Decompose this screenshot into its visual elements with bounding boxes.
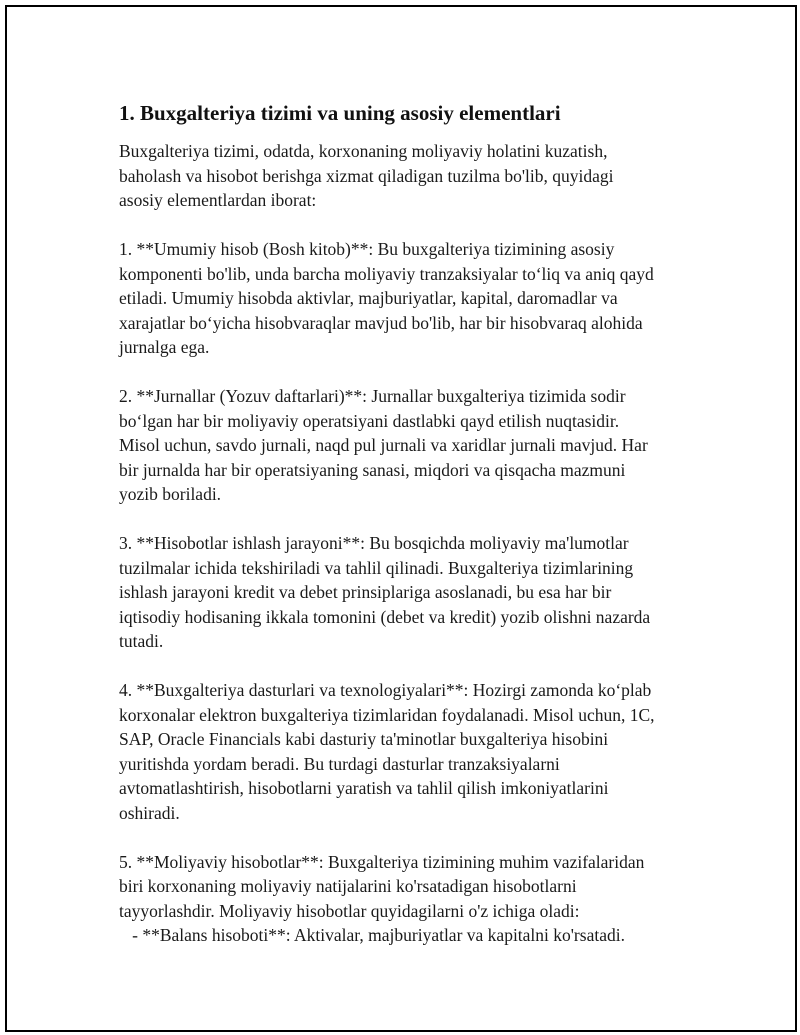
list-item-financial-statements bbox=[119, 850, 699, 948]
text-line: Buxgalteriya tizimi, odatda, korxonaning moliyaviy holatini kuzatish, bbox=[119, 141, 608, 161]
text-line: biri korxonaning moliyaviy natijalarini ko'rsatadigan hisobotlarni bbox=[119, 876, 577, 896]
section-heading: 1. Buxgalteriya tizimi va uning asosiy elementlari bbox=[119, 101, 561, 125]
text-line: ishlash jarayoni kredit va debet prinsiplariga asoslanadi, bu esa har bir bbox=[119, 582, 612, 602]
text-line: Misol uchun, savdo jurnali, naqd pul jurnali va xaridlar jurnali mavjud. Har bbox=[119, 435, 648, 455]
text-line: tayyorlashdir. Moliyaviy hisobotlar quyidagilarni o'z ichiga oladi: bbox=[119, 900, 580, 921]
document-body bbox=[119, 99, 699, 972]
list-item-software bbox=[119, 678, 699, 825]
text-line: asosiy elementlardan iborat: bbox=[119, 190, 317, 210]
intro-paragraph bbox=[119, 139, 699, 213]
list-item-general-ledger bbox=[119, 237, 699, 360]
text-line: tutadi. bbox=[119, 631, 164, 651]
text-line: yuritishda yordam beradi. Bu turdagi dasturlar tranzaksiyalarni bbox=[119, 753, 560, 774]
text-line: SAP, Oracle Financials kabi dasturiy ta'minotlar buxgalteriya hisobini bbox=[119, 729, 609, 749]
text-line: 1. **Umumiy hisob (Bosh kitob)**: Bu buxgalteriya tizimining asosiy bbox=[119, 239, 615, 259]
text-line: korxonalar elektron buxgalteriya tizimlaridan foydalanadi. Misol uchun, 1C, bbox=[119, 704, 655, 725]
text-line: 3. **Hisobotlar ishlash jarayoni**: Bu bosqichda moliyaviy ma'lumotlar bbox=[119, 533, 629, 553]
text-line: iqtisodiy hodisaning ikkala tomonini (debet va kredit) yozib olishni nazarda bbox=[119, 606, 651, 627]
text-line: yozib boriladi. bbox=[119, 484, 222, 504]
text-line: etiladi. Umumiy hisobda aktivlar, majburiyatlar, kapital, daromadlar va bbox=[119, 288, 618, 308]
text-line: 2. **Jurnallar (Yozuv daftarlari)**: Jurnallar buxgalteriya tizimida sodir bbox=[119, 386, 626, 406]
text-line: baholash va hisobot berishga xizmat qiladigan tuzilma bo'lib, quyidagi bbox=[119, 165, 614, 186]
text-line: oshiradi. bbox=[119, 802, 180, 823]
text-line: avtomatlashtirish, hisobotlarni yaratish va tahlil qilish imkoniyatlarini bbox=[119, 778, 609, 798]
text-line: 4. **Buxgalteriya dasturlari va texnologiyalari**: Hozirgi zamonda ko‘plab bbox=[119, 680, 652, 700]
text-line: bo‘lgan har bir moliyaviy operatsiyani dastlabki qayd etilish nuqtasidir. bbox=[119, 410, 620, 431]
list-item-reporting-process bbox=[119, 531, 699, 654]
text-line: - **Balans hisoboti**: Aktivalar, majburiyatlar va kapitalni ko'rsatadi. bbox=[119, 925, 625, 945]
text-line: 5. **Moliyaviy hisobotlar**: Buxgalteriya tizimining muhim vazifalaridan bbox=[119, 851, 645, 872]
list-item-journals bbox=[119, 384, 699, 507]
text-line: tuzilmalar ichida tekshiriladi va tahlil qilinadi. Buxgalteriya tizimlarining bbox=[119, 557, 634, 578]
text-line: xarajatlar bo‘yicha hisobvaraqlar mavjud bo'lib, har bir hisobvaraq alohida bbox=[119, 312, 643, 333]
text-line: bir jurnalda har bir operatsiyaning sanasi, miqdori va qisqacha mazmuni bbox=[119, 459, 626, 480]
text-line: jurnalga ega. bbox=[119, 337, 210, 357]
text-line: komponenti bo'lib, unda barcha moliyaviy tranzaksiyalar to‘liq va aniq qayd bbox=[119, 263, 654, 284]
page-frame bbox=[5, 5, 797, 1032]
